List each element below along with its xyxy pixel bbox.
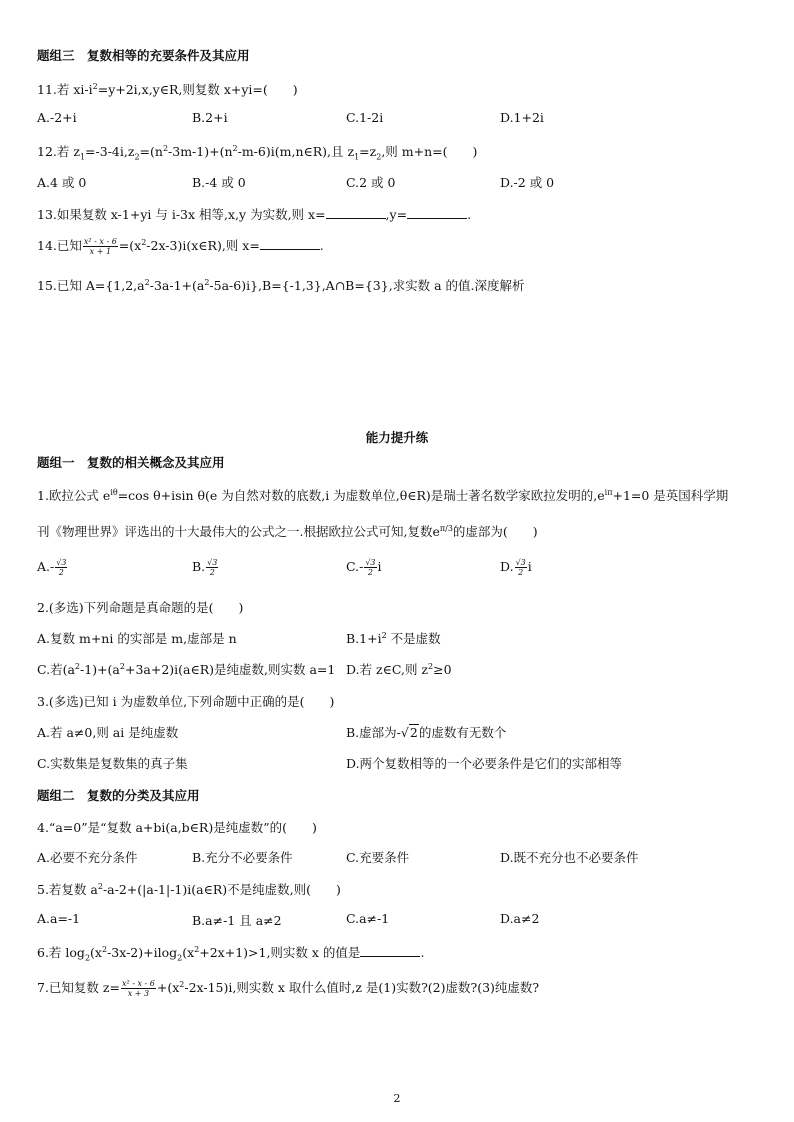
fraction: $\frac{\text{x² - x - 6}}{x + 1}$ <box>83 237 117 256</box>
question-4: 4.“a=0”是“复数 a+bi(a,b∈R)是纯虚数”的( ) <box>37 820 317 835</box>
group2-title: 题组二 复数的分类及其应用 <box>37 788 200 803</box>
fraction: $\frac{\text{x² - x - 6}}{x + 3}$ <box>121 979 155 998</box>
q5-option-b: B.a≠-1 且 a≠2 <box>192 913 282 928</box>
q5-option-a: A.a=-1 <box>37 911 81 926</box>
q3-option-a: A.若 a≠0,则 ai 是纯虚数 <box>37 725 179 740</box>
question-1-line1: 1.欧拉公式 $e^{i\theta}=\cos$ θ+isin θ(e 为自然对数的底数,i 为虚数单位,θ∈R)是瑞士著名数学家欧拉发明的$,e^{i\pi}+1=0$ 是英国科学期 <box>37 487 729 503</box>
q4-option-b: B.充分不必要条件 <box>192 850 293 865</box>
question-7: 7.已知复数 z= $\frac{\text{x² - x - 6}}{x + 3}$ $+(x^2-2x-15)i$,则实数 x 取什么值时,z 是(1)实数?(2)虚数?(3)纯虚数? <box>37 979 540 998</box>
group1-title: 题组一 复数的相关概念及其应用 <box>37 455 225 470</box>
q1-option-d: D. $\frac{√3}{2}$ i <box>500 558 532 577</box>
q3-option-d: D.两个复数相等的一个必要条件是它们的实部相等 <box>346 756 623 771</box>
q2-option-a: A.复数 m+ni 的实部是 m,虚部是 n <box>37 631 237 646</box>
answer-blank[interactable] <box>260 238 320 250</box>
q4-option-d: D.既不充分也不必要条件 <box>500 850 639 865</box>
question-13: 13.如果复数 x-1+yi 与 i-3x 相等,x,y 为实数,则 x= ,y= . <box>37 207 472 222</box>
section-title: 能力提升练 <box>365 430 429 445</box>
q2-option-b: $B.1+i^2$ 不是虚数 <box>346 630 441 646</box>
q1-option-a: A.- $\frac{√3}{2}$ <box>37 558 67 577</box>
q3-option-b: B.虚部为-√2的虚数有无数个 <box>346 725 507 740</box>
q12-option-b: B.-4 或 0 <box>192 175 246 190</box>
q2-option-d: D.若 z∈C,则 $z^2\ge 0$ <box>346 661 452 677</box>
q12-option-a: A.4 或 0 <box>37 175 87 190</box>
q5-option-d: D.a≠2 <box>500 911 540 926</box>
question-6: 6.若 $\log_2(x^2-3x-2)+ilog_2(x^2+2x+1)>1$,则实数 x 的值是 . <box>37 944 425 963</box>
group3-title: 题组三 复数相等的充要条件及其应用 <box>37 48 250 63</box>
question-12: 12.若 $z_1=-3-4i,z_2=(n^2-3m-1)+(n^2-m-6)i(m,n\in R)$,且 $z_1=z_2$,则 m+n=( ) <box>37 143 478 162</box>
answer-blank[interactable] <box>326 207 386 219</box>
q4-option-c: C.充要条件 <box>346 850 410 865</box>
question-2: 2.(多选)下列命题是真命题的是( ) <box>37 600 244 615</box>
q1-option-c: C.- $\frac{√3}{2}$ i <box>346 558 382 577</box>
answer-blank[interactable] <box>407 207 467 219</box>
q5-option-c: C.a≠-1 <box>346 911 390 926</box>
question-3: 3.(多选)已知 i 为虚数单位,下列命题中正确的是( ) <box>37 694 335 709</box>
q11-option-c: C.1-2i <box>346 110 384 125</box>
q12-option-c: C.2 或 0 <box>346 175 396 190</box>
question-14: 14.已知 $\frac{\text{x² - x - 6}}{x + 1}$ $=(x^2-2x-3)i(x\in R)$,则 x= . <box>37 237 324 256</box>
question-5: 5.若复数 $a^2-a-2+(|a-1|-1)i(a\in R)$不是纯虚数,则( ) <box>37 881 341 897</box>
q11-option-b: B.2+i <box>192 110 228 125</box>
question-1-line2: 刊《物理世界》评选出的十大最伟大的公式之一.根据欧拉公式可知,复数$e^{\pi/3}$的虚部为( ) <box>37 523 538 539</box>
question-15: 15.已知 $A=\{1,2,a^2-3a-1+(a^2-5a-6)i\},B=\{-1,3\},A\cap B=\{3\}$,求实数 a 的值.深度解析 <box>37 277 525 293</box>
q11-option-a: A.-2+i <box>37 110 77 125</box>
question-11: 11.若 $xi-i^2=y+2i,x,y\in R$,则复数 x+yi=( ) <box>37 81 298 97</box>
q1-option-b: B. $\frac{√3}{2}$ <box>192 558 218 577</box>
q4-option-a: A.必要不充分条件 <box>37 850 138 865</box>
answer-blank[interactable] <box>360 945 420 957</box>
q2-option-c: C.若$(a^2-1)+(a^2+3a+2)i(a\in R)$是纯虚数,则实数 a=1 <box>37 661 336 677</box>
q3-option-c: C.实数集是复数集的真子集 <box>37 756 188 771</box>
q11-option-d: D.1+2i <box>500 110 544 125</box>
page-number: 2 <box>393 1092 401 1105</box>
q12-option-d: D.-2 或 0 <box>500 175 555 190</box>
